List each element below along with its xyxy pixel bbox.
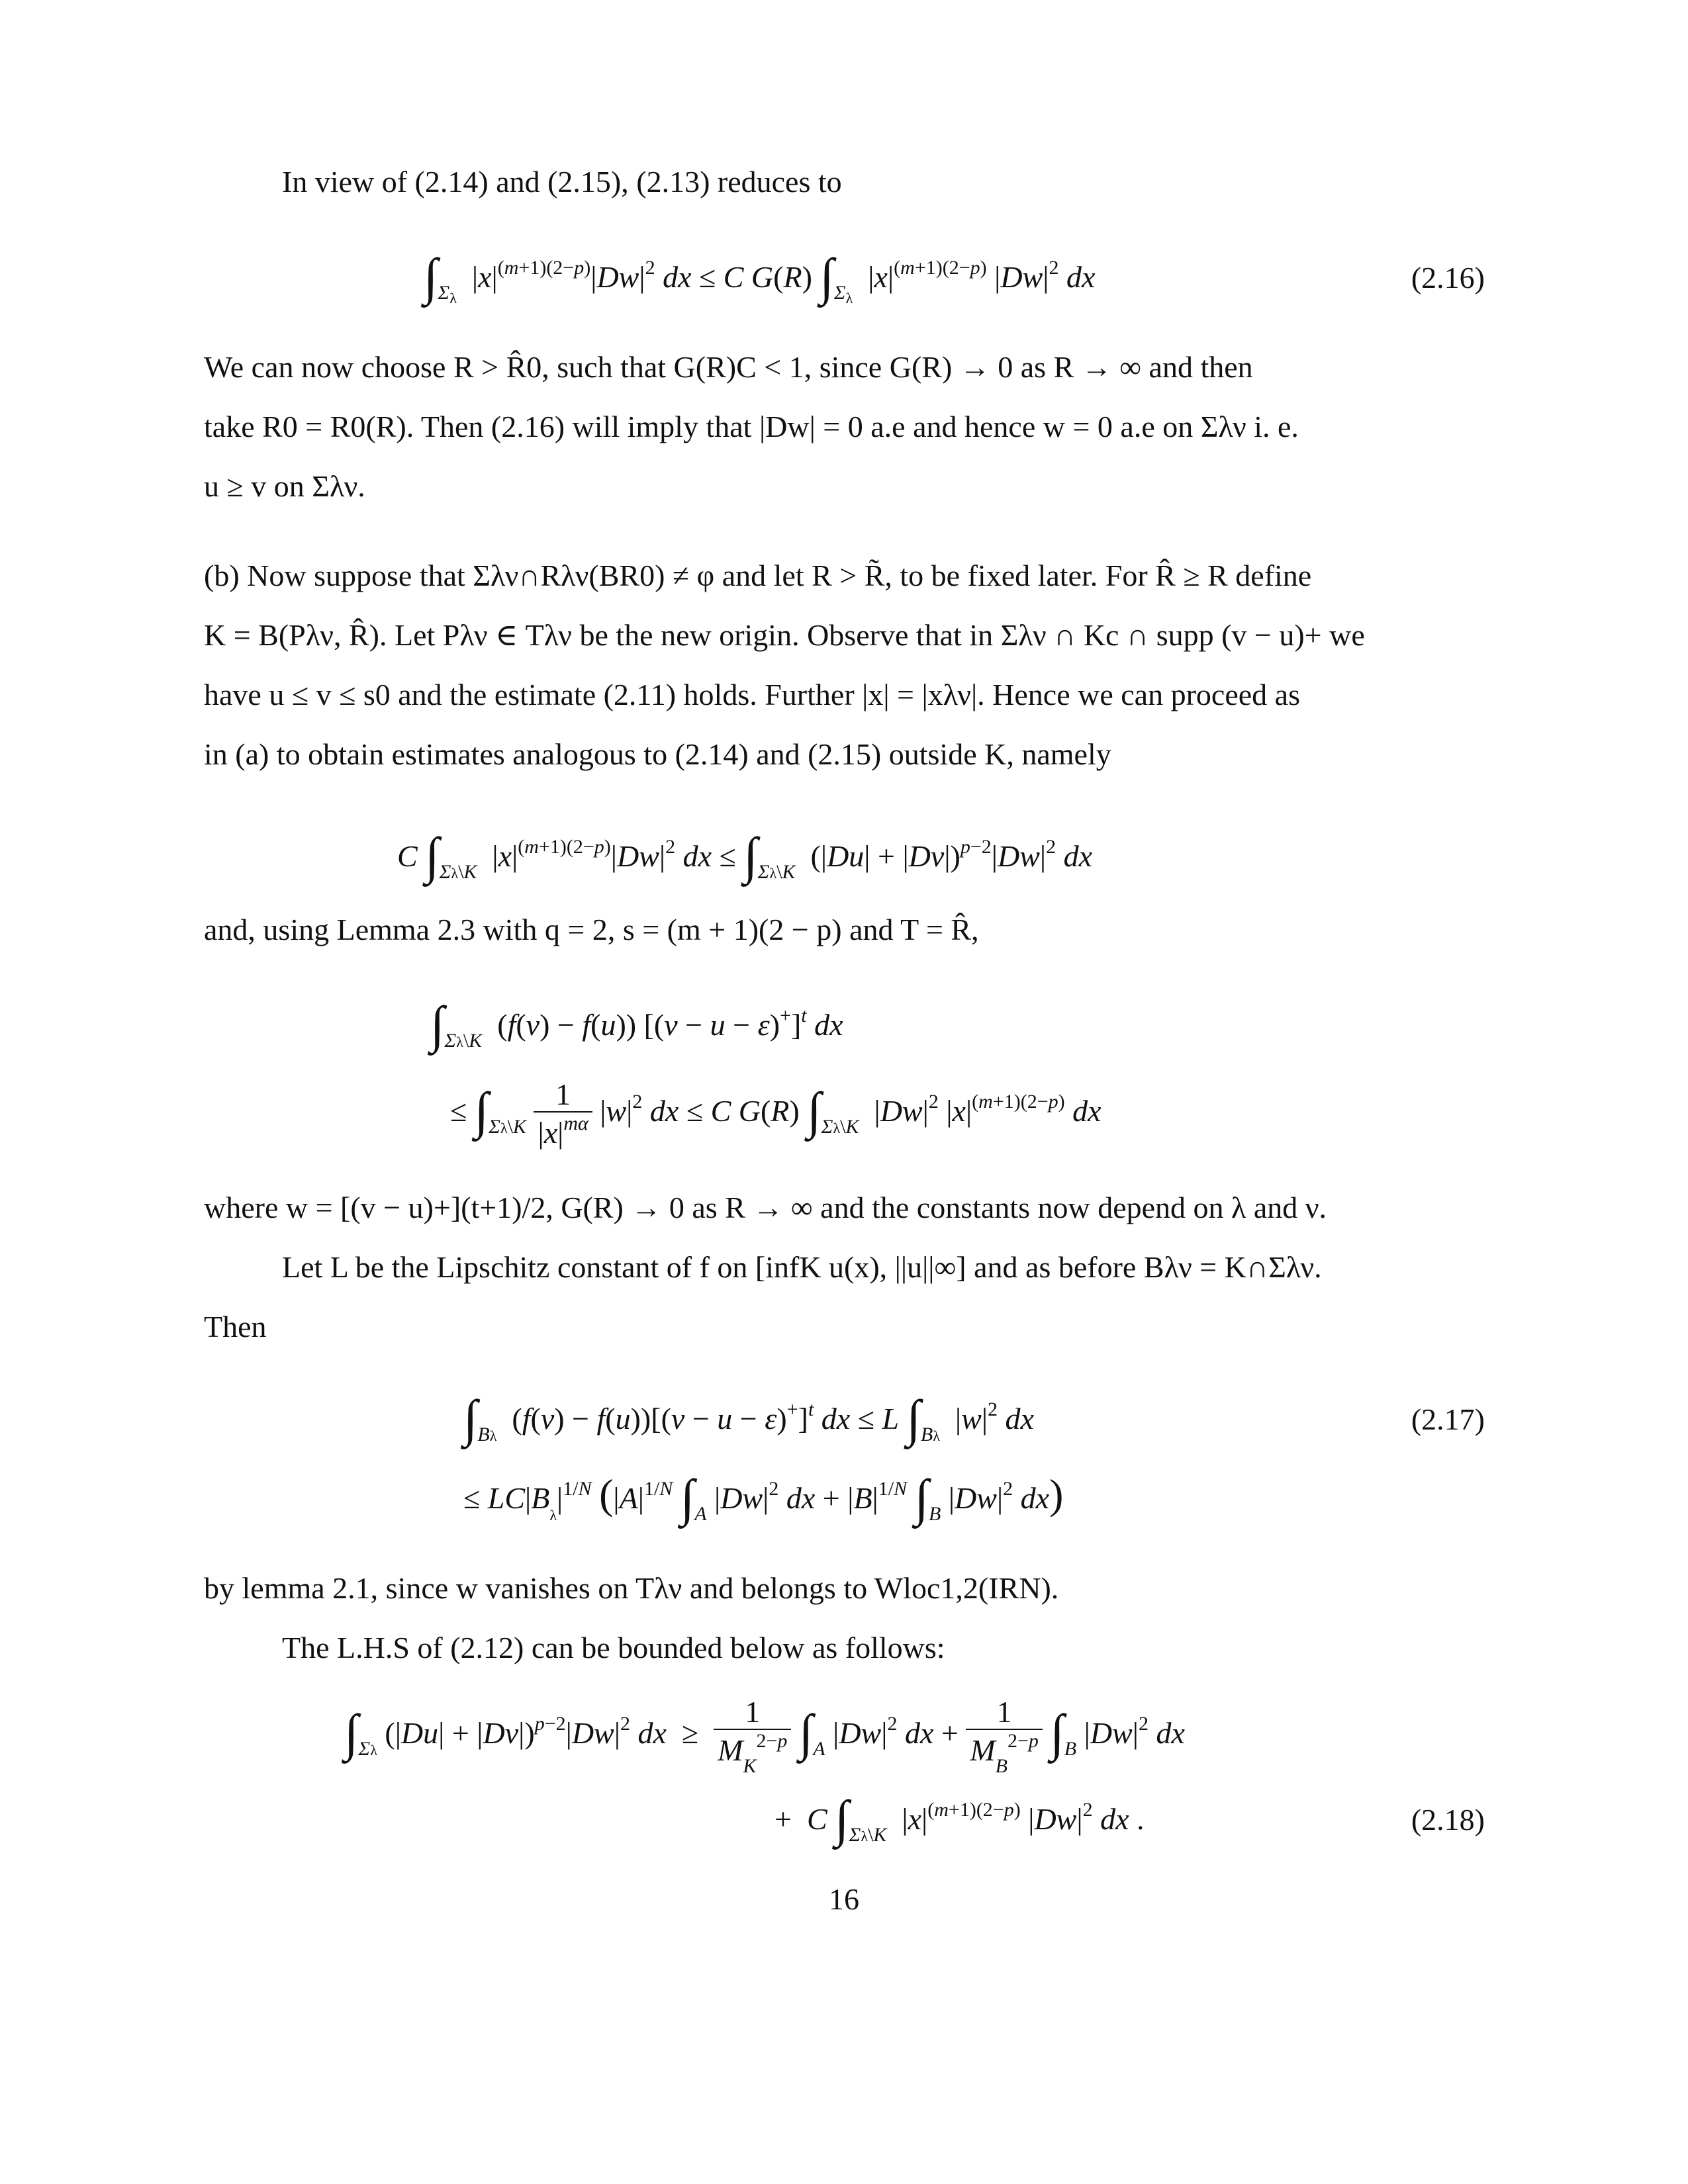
equation-estimate-outside-k: C $\int_{\Sigma\lambda\backslash K}$ $|x|^{(m+1)(2-p)}|Dw|^2$ dx ≤ $\int_{\Sigma\lambda\backslash K}$ $(|Du| + |Dv|)^{p-2}|Dw|^2$ dx xyxy=(397,827,1093,884)
text-line: We can now choose R > R̂0, such that G(R)C < 1, since G(R) → 0 as R → ∞ and then xyxy=(204,350,1253,384)
equation-number-2-16: (2.16) xyxy=(1411,261,1485,295)
paragraph-intro: In view of (2.14) and (2.15), (2.13) reduces to xyxy=(282,165,842,199)
equation-number-2-17: (2.17) xyxy=(1411,1402,1485,1436)
equation-2-16: $\int_{\Sigma_\lambda}$ $|x|^{(m+1)(2-p)}|Dw|^2$ dx ≤ C G(R) $\int_{\Sigma_\lambda}$ $|x|^{(m+1)(2-p)}$ $|Dw|^2$ dx xyxy=(424,248,1096,306)
paragraph-lemma-2-3: and, using Lemma 2.3 with q = 2, s = (m + 1)(2 − p) and T = R̂, xyxy=(204,913,979,946)
paragraph-where-w xyxy=(204,1178,1485,1357)
text-line: by lemma 2.1, since w vanishes on Tλν and belongs to Wloc1,2(IRN). xyxy=(204,1571,1059,1605)
paragraph-lemma-2-1 xyxy=(204,1559,1485,1678)
text-line: where w = [(v − u)+](t+1)/2, G(R) → 0 as R → ∞ and the constants now depend on λ and ν. xyxy=(204,1191,1327,1224)
equation-lemma-2-3-line-1: $\int_{\Sigma\lambda\backslash K}$ (f(v) − f(u)) $[(v - u - \varepsilon)^+]^t$ dx xyxy=(430,995,843,1053)
equation-2-18-line-1: $\int_{\Sigma\lambda}$ $(|Du| + |Dv|)^{p-2}|Dw|^2$ dx ≥ $\frac{1}{M_K^{2-p}}$ $\int_A$ $|Dw|^2$ dx + $\frac{1}{M_B^{2-p}}$ $\int_B$ $|Dw|^2$ dx xyxy=(344,1694,1185,1778)
text-line: K = B(Pλν, R̂). Let Pλν ∈ Tλν be the new origin. Observe that in Σλν ∩ Kc ∩ supp (v − u)+ we xyxy=(204,618,1365,652)
equation-2-18-line-2: + C $\int_{\Sigma\lambda\backslash K}$ $|x|^{(m+1)(2-p)}$ $|Dw|^2$ dx . xyxy=(774,1790,1145,1847)
equation-lemma-2-3-line-2: ≤ $\int_{\Sigma\lambda\backslash K}$ $\frac{1}{|x|^{m\alpha}}$ $|w|^2$ dx ≤ C G(R) $\int_{\Sigma\lambda\backslash K}$ $|Dw|^2$ $|x|^{(m+1)(2-p)}$ dx xyxy=(450,1077,1102,1150)
text-line: in (a) to obtain estimates analogous to (2.14) and (2.15) outside K, namely xyxy=(204,737,1111,771)
text-line: have u ≤ v ≤ s0 and the estimate (2.11) holds. Further |x| = |xλν|. Hence we can proceed as xyxy=(204,678,1300,711)
equation-number-2-18: (2.18) xyxy=(1411,1803,1485,1837)
paragraph-choose-r xyxy=(204,338,1485,516)
text-line: take R0 = R0(R). Then (2.16) will imply that |Dw| = 0 a.e and hence w = 0 a.e on Σλν i. e. xyxy=(204,410,1299,443)
text-line: Then xyxy=(204,1310,267,1343)
text-line: The L.H.S of (2.12) can be bounded below as follows: xyxy=(282,1631,945,1664)
paragraph-case-b xyxy=(204,546,1485,784)
text-line: (b) Now suppose that Σλν∩Rλν(BR0) ≠ φ and let R > R̃, to be fixed later. For R̂ ≥ R define xyxy=(204,559,1312,592)
page-number: 16 xyxy=(829,1882,859,1916)
equation-2-17-line-1: $\int_{B\lambda}$ $(f(v) - f(u))[(v - u - \varepsilon)^+]^t$ dx ≤ L $\int_{B\lambda}$ $|w|^2$ dx xyxy=(463,1389,1034,1447)
equation-2-17-line-2: ≤ $LC|B_\lambda|^{1/N}$ ($|A|^{1/N}$ $\int_A$ $|Dw|^2$ dx + $|B|^{1/N}$ $\int_B$ $|Dw|^2$ dx) xyxy=(463,1469,1064,1526)
text-line: u ≥ v on Σλν. xyxy=(204,469,365,503)
text-line: Let L be the Lipschitz constant of f on [infK u(x), ||u||∞] and as before Bλν = K∩Σλν. xyxy=(282,1250,1322,1284)
